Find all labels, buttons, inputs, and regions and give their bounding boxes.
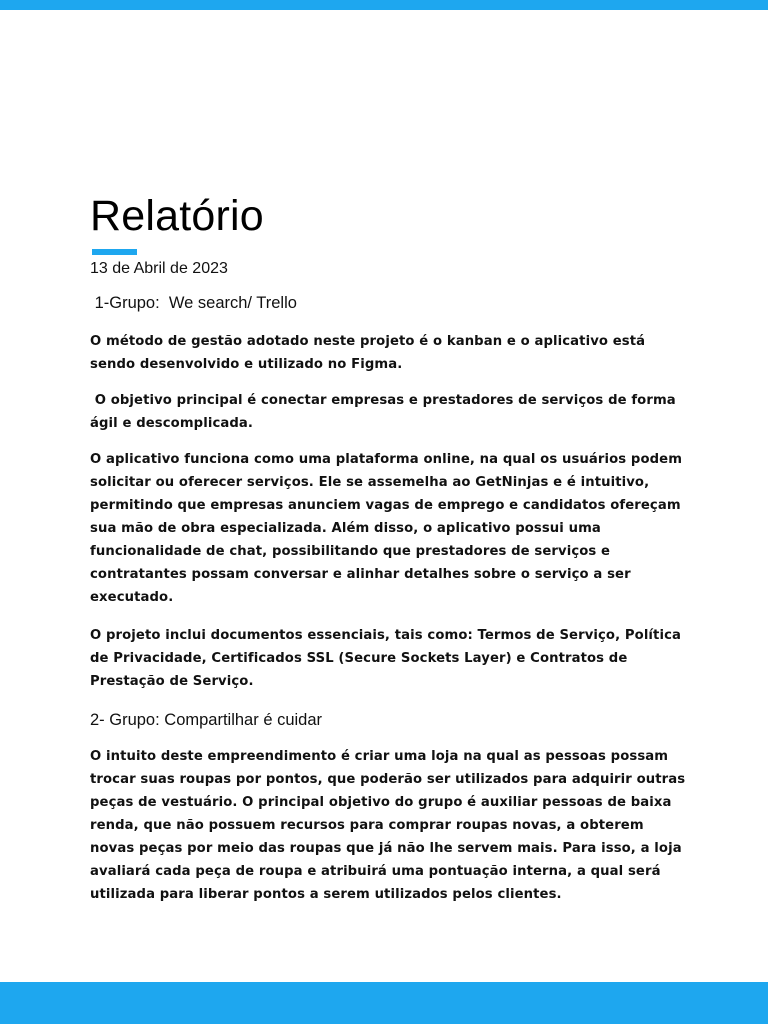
section-1-paragraph-1: O método de gestão adotado neste projeto é o kanban e o aplicativo está sendo desenvolvido e utilizado no Figma. [90, 334, 646, 372]
section-1-paragraph-3: O aplicativo funciona como uma plataforma online, na qual os usuários podem solicitar ou oferecer serviços. Ele se assemelha ao GetNinjas e é intuitivo, permitindo que empresas anunciem vagas de emprego e candidatos ofereçam sua mão de obra especializada. Além disso, o aplicativo possui uma funcionalidade de chat, possibilitando que prestadores de serviços e contratantes possam conversar e alinhar detalhes sobre o serviço a ser executado. [90, 452, 683, 605]
top-accent-bar [0, 0, 768, 10]
section-2-paragraph-1: O intuito deste empreendimento é criar uma loja na qual as pessoas possam trocar suas roupas por pontos, que poderão ser utilizados para adquirir outras peças de vestuário. O principal objetivo do grupo é auxiliar pessoas de baixa renda, que não possuem recursos para comprar roupas novas, a obterem novas peças por meio das roupas que já não lhe servem mais. Para isso, a loja avaliará cada peça de roupa e atribuirá uma pontuação interna, a qual será utilizada para liberar pontos a serem utilizados pelos clientes. [90, 749, 686, 902]
document-date: 13 de Abril de 2023 [90, 260, 228, 277]
section-1-paragraph-4: O projeto inclui documentos essenciais, tais como: Termos de Serviço, Política de Privacidade, Certificados SSL (Secure Sockets Layer) e Contratos de Prestação de Serviço. [90, 628, 681, 689]
document-title: Relatório [90, 192, 264, 240]
section-1-paragraph-2: O objetivo principal é conectar empresas e prestadores de serviços de forma ágil e descomplicada. [90, 393, 681, 431]
bottom-accent-bar [0, 982, 768, 1024]
section-1-heading: 1-Grupo: We search/ Trello [90, 294, 297, 312]
title-underline-accent [92, 249, 137, 255]
section-2-heading: 2- Grupo: Compartilhar é cuidar [90, 711, 323, 729]
